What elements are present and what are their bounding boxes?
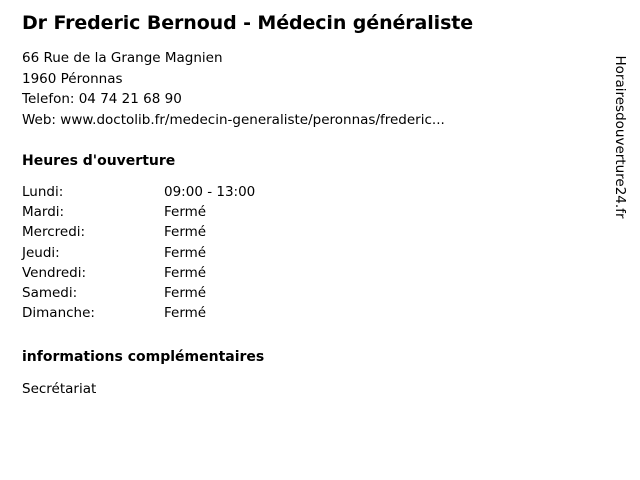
table-row [22,202,364,222]
day-label: Mardi: [22,204,65,221]
day-hours: Fermé [164,224,207,241]
additional-info-heading: informations complémentaires [22,349,265,366]
website-url: Web: www.doctolib.fr/medecin-generaliste/peronnas/frederic... [22,111,445,128]
day-hours: Fermé [164,305,207,322]
day-hours: Fermé [164,244,207,261]
day-hours: Fermé [164,285,207,302]
day-label: Dimanche: [22,305,95,322]
sidebar-url-label: Horairesdouverture24.fr [612,55,628,219]
sidebar-watermark [612,0,640,480]
phone-number: Telefon: 04 74 21 68 90 [22,91,182,107]
day-label: Vendredi: [22,264,87,281]
address-street: 66 Rue de la Grange Magnien [22,50,223,66]
table-row [22,243,364,263]
day-hours: Fermé [164,264,207,281]
opening-hours-table [22,182,364,323]
address-city: 1960 Péronnas [22,70,123,87]
table-row [22,182,364,202]
business-card [22,10,582,399]
table-row [22,283,364,303]
day-hours: 09:00 - 13:00 [164,184,256,200]
day-label: Mercredi: [22,224,86,241]
day-label: Samedi: [22,285,78,302]
additional-info-text: Secrétariat [22,381,97,398]
table-row [22,263,364,283]
table-row [22,222,364,242]
day-label: Jeudi: [22,244,60,261]
opening-hours-heading: Heures d'ouverture [22,153,176,169]
day-hours: Fermé [164,204,207,221]
table-row [22,303,364,323]
day-label: Lundi: [22,184,64,200]
page-title: Dr Frederic Bernoud - Médecin généraliste [22,12,474,34]
